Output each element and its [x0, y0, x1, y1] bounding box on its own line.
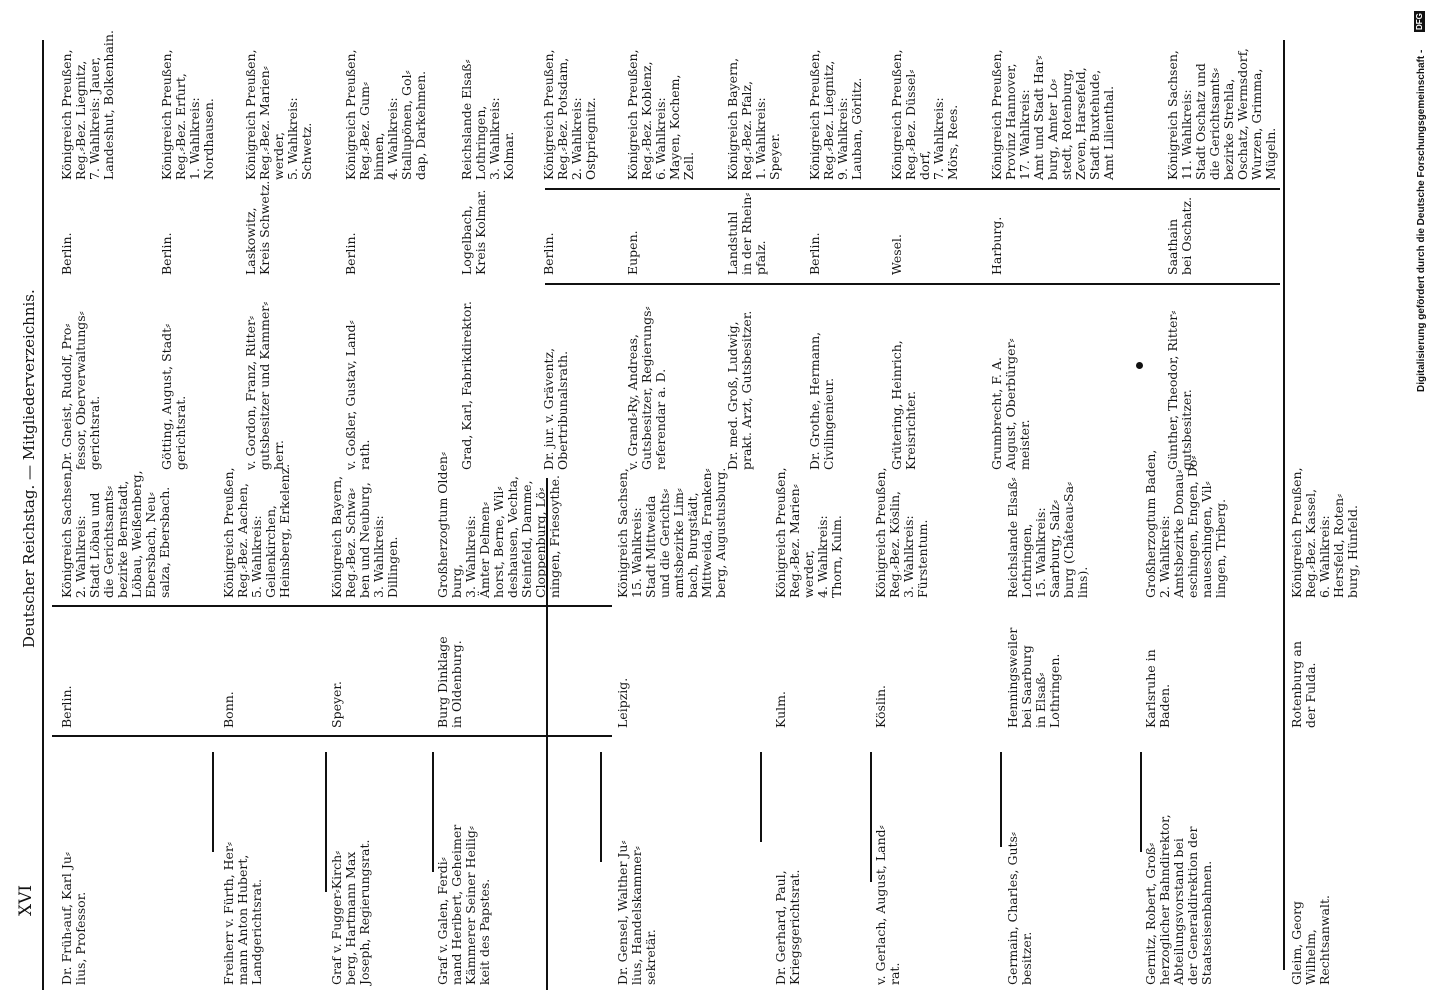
member-name: Dr. Gneist, Rudolf, Pro⸗ fessor, Oberverwaltungs⸗ gerichtsrat.	[59, 311, 102, 470]
member-constituency: Königreich Sachsen, 11. Wahlkreis: Stadt Oschatz und die Gerichtsamts⸗ bezirke Strehla, Oschatz, Wermsdorf, Wurzen, Grimma, Mügeln.	[1165, 48, 1278, 180]
member-name: Dr. Grothe, Hermann, Civilingenieur.	[807, 331, 836, 470]
member-constituency: Königreich Preußen, Provinz Hannover, 17. Wahlkreis: Amt und Stadt Har⸗ burg, Amter Lo⸗ stedt, Rotenburg, Zeven, Harsefeld, Stadt Buxtehude, Amt Lilienthal.	[989, 49, 1116, 180]
member-residence: Berlin.	[807, 232, 822, 275]
member-name: Graf v. Galen, Ferdi⸗ nand Heribert, Geheimer Kämmerer Seiner Heilig⸗ keit des Papstes.	[435, 824, 492, 985]
member-name: Götting, August, Stadt⸗ gerichtsrat.	[159, 323, 188, 470]
column-divider	[545, 283, 1280, 285]
member-constituency: Königreich Bayern, Reg.⸗Bez. Schwa⸗ ben und Neuburg, 3. Wahlkreis: Dillingen.	[329, 475, 400, 598]
member-residence: Berlin.	[541, 232, 556, 275]
member-residence: Eupen.	[625, 230, 640, 275]
member-name: Gernitz, Robert, Groß⸗ herzoglicher Bahndirektor, Abteilungsvorstand bei der Generaldirektion der Staatseisenbahnen.	[1143, 814, 1214, 985]
member-constituency: Königreich Bayern, Reg.⸗Bez. Pfalz, 1. Wahlkreis: Speyer.	[725, 57, 782, 180]
member-constituency: Königreich Preußen, Reg.⸗Bez. Marien⸗ werder, 5. Wahlkreis: Schwetz.	[243, 49, 314, 180]
member-residence: Leipzig.	[615, 677, 630, 728]
row-separator	[432, 752, 434, 872]
member-residence: Henningsweiler bei Saarburg in Elsaß⸗ Lothringen.	[1005, 627, 1062, 728]
member-name: v. Grand⸗Ry, Andreas, Gutsbesitzer, Regierungs⸗ referendar a. D.	[625, 306, 668, 470]
member-name: Gleim, Georg Wilhelm, Rechtsanwalt.	[1289, 895, 1332, 985]
member-constituency: Königreich Preußen, Reg.⸗Bez. Gum⸗ binnen, 4. Wahlkreis: Stallupönen, Gol⸗ dap, Darkehmen.	[343, 49, 428, 180]
row-separator	[212, 752, 214, 852]
dfg-logo: DFG	[1415, 13, 1424, 30]
member-name: Dr. Früh⸗auf, Karl Ju⸗ lius, Professor.	[59, 851, 88, 985]
member-constituency: Großherzogtum Olden⸗ burg, 3. Wahlkreis: Ämter Delmen⸗ horst, Berne, Wil⸗ deshausen, Vechta, Steinfeld, Damme, Cloppenburg, Lö⸗ ningen, Friesoythe.	[435, 451, 562, 598]
member-residence: Wesel.	[889, 233, 904, 275]
member-constituency: Königreich Preußen, Reg.⸗Bez. Liegnitz, 9. Wahlkreis: Lauban, Görlitz.	[807, 49, 864, 180]
column-divider	[52, 605, 612, 607]
row-separator	[870, 752, 872, 882]
row-separator	[600, 752, 602, 862]
member-residence: Berlin.	[59, 232, 74, 275]
member-constituency: Reichslande Elsaß⸗ Lothringen, 15. Wahlkreis: Saarburg, Salz⸗ burg (Château⸗Sa⸗ lins).	[1005, 477, 1090, 598]
member-residence: Karlsruhe in Baden.	[1143, 649, 1172, 728]
member-name: Günther, Theodor, Ritter⸗ gutsbesitzer.	[1165, 310, 1194, 470]
member-name: Dr. med. Groß, Ludwig, prakt. Arzt, Gutsbesitzer.	[725, 310, 754, 470]
member-residence: Berlin.	[59, 685, 74, 728]
member-name: Grumbrecht, F. A. August, Oberbürger⸗ meister.	[989, 338, 1032, 470]
member-name: Freiherr v. Fürth, Her⸗ mann Anton Hubert, Landgerichtsrat.	[221, 841, 264, 985]
member-residence: Harburg.	[989, 216, 1004, 275]
member-residence: Bonn.	[221, 691, 236, 728]
row-separator	[1283, 40, 1285, 970]
member-constituency: Reichslande Elsaß⸗ Lothringen, 3. Wahlkreis: Kolmar.	[459, 59, 516, 180]
member-residence: Berlin.	[159, 232, 174, 275]
row-separator	[760, 752, 762, 842]
member-residence: Logelbach, Kreis Kolmar.	[459, 189, 488, 275]
member-residence: Kulm.	[773, 691, 788, 728]
member-residence: Berlin.	[343, 232, 358, 275]
member-name: Dr. Gerhard, Paul, Kriegsgerichtsrat.	[773, 869, 802, 985]
member-constituency: Königreich Preußen, Reg.⸗Bez. Marien⸗ werder, 4. Wahlkreis: Thorn, Kulm.	[773, 467, 844, 598]
member-residence: Saathain bei Oschatz.	[1165, 196, 1194, 275]
page-number: XVI	[16, 884, 36, 916]
ink-spot	[1136, 362, 1143, 369]
member-name: Grütering, Heinrich, Kreisrichter.	[889, 340, 918, 470]
header-rule	[42, 40, 44, 990]
member-residence: Köslin.	[873, 685, 888, 728]
member-constituency: Königreich Preußen, Reg.⸗Bez. Kassel, 6. Wahlkreis: Hersfeld, Roten⸗ burg, Hünfeld.	[1289, 467, 1360, 598]
member-constituency: Königreich Sachsen, 2. Wahlkreis: Stadt Löbau und die Gerichtsamts⸗ bezirke Bernstadt, Löbau, Weißenberg, Ebersbach, Neu⸗ salza, Ebersbach.	[59, 468, 172, 598]
member-constituency: Königreich Preußen, Reg.⸗Bez. Liegnitz, 7. Wahlkreis: Jauer, Landeshut, Bolkenhain.	[59, 30, 116, 180]
member-name: Dr. jur. v. Gräventz, Obertribunalsrath.	[541, 347, 570, 470]
member-constituency: Königreich Sachsen, 15. Wahlkreis: Stadt Mittweida und die Gerichts⸗ amtsbezirke Lim⸗ bach, Burgstädt, Mittweida, Franken⸗ berg, Augustusburg.	[615, 467, 728, 598]
member-name: Germain, Charles, Guts⸗ besitzer.	[1005, 831, 1034, 985]
member-residence: Landstuhl in der Rhein⸗ pfalz.	[725, 192, 768, 275]
member-residence: Rotenburg an der Fulda.	[1289, 641, 1318, 728]
column-divider	[52, 735, 612, 737]
member-constituency: Königreich Preußen, Reg.⸗Bez. Köslin, 3. Wahlkreis: Fürstentum.	[873, 467, 930, 598]
member-constituency: Königreich Preußen, Reg.⸗Bez. Koblenz, 6. Wahlkreis: Mayen, Kochem, Zell.	[625, 49, 696, 180]
member-constituency: Königreich Preußen, Reg.⸗Bez. Düssel⸗ dorf, 7. Wahlkreis: Mörs, Rees.	[889, 49, 960, 180]
member-constituency: Königreich Preußen, Reg.⸗Bez. Aachen, 5. Wahlkreis: Geilenkirchen, Heinsberg, Erkelenz.	[221, 463, 292, 598]
member-constituency: Königreich Preußen, Reg.⸗Bez. Erfurt, 1. Wahlkreis: Nordhausen.	[159, 49, 216, 180]
member-name: Dr. Gensel, Walther Ju⸗ lius, Handelskammer⸗ sekretär.	[615, 840, 658, 985]
row-separator	[1140, 752, 1142, 852]
digitization-credit: Digitalisierung gefördert durch die Deutsche Forschungsgemeinschaft -	[1416, 49, 1427, 392]
member-name: Graf v. Fugger⸗Kirch⸗ berg, Hartmann Max Joseph, Regierungsrat.	[329, 839, 372, 985]
member-residence: Laskowitz, Kreis Schwetz.	[243, 180, 272, 275]
member-name: v. Gerlach, August, Land⸗ rat.	[873, 825, 902, 985]
member-residence: Speyer.	[329, 681, 344, 728]
row-separator	[325, 752, 327, 892]
member-name: v. Gordon, Franz, Ritter⸗ gutsbesitzer und Kammer⸗ herr.	[243, 301, 286, 470]
column-divider	[545, 188, 1280, 190]
member-residence: Burg Dinklage in Oldenburg.	[435, 636, 464, 728]
row-separator	[1000, 752, 1002, 847]
member-name: v. Goßler, Gustav, Land⸗ rath.	[343, 320, 372, 470]
member-name: Grad, Karl, Fabrikdirektor.	[459, 301, 474, 470]
member-constituency: Großherzogtum Baden, 2. Wahlkreis: Amtsbezirke Donau⸗ eschingen, Engen, Do⸗ naueschingen, Vil⸗ lingen, Triberg.	[1143, 449, 1228, 598]
member-constituency: Königreich Preußen, Reg.⸗Bez. Potsdam, 2. Wahlkreis: Ostpriegnitz.	[541, 49, 598, 180]
page-title: Deutscher Reichstag. — Mitgliederverzeichnis.	[20, 289, 38, 648]
